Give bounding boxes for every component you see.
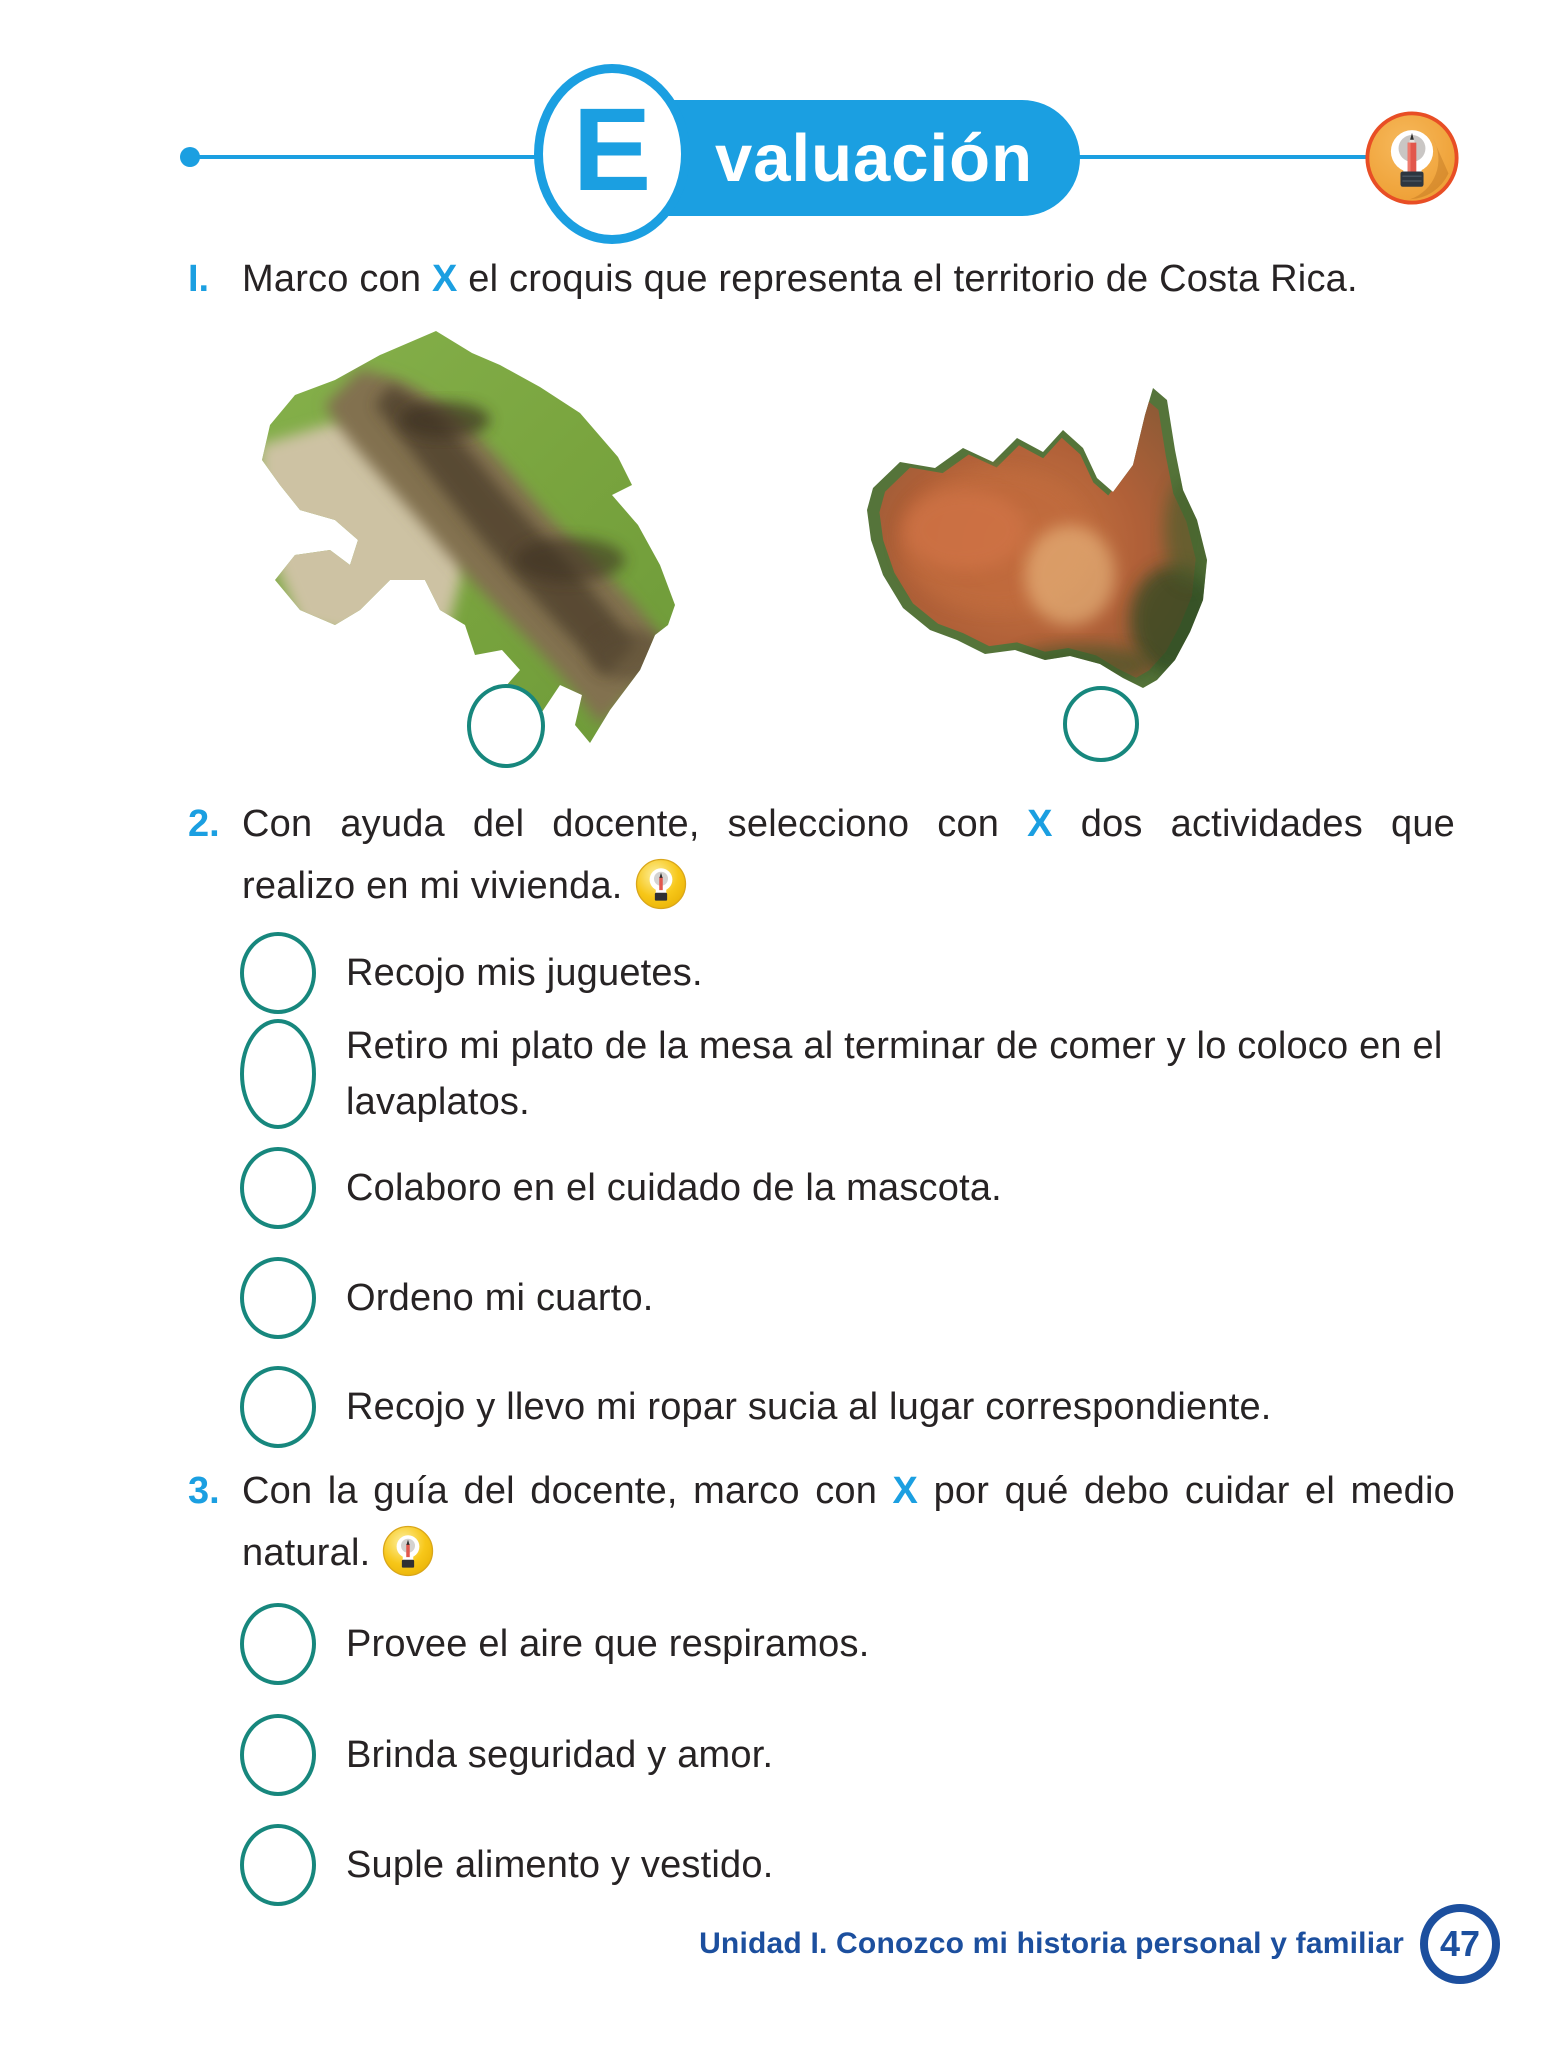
option-label: Suple alimento y vestido. [346, 1844, 774, 1886]
option-label: Recojo mis juguetes. [346, 952, 703, 994]
question-text: natural. [242, 1522, 1455, 1584]
page-number: 47 [1439, 1923, 1481, 1964]
question-number: 3. [188, 1470, 220, 1512]
x-mark: X [892, 1470, 919, 1512]
option-checkbox[interactable] [240, 1366, 316, 1448]
option-label: Retiro mi plato de la mesa al terminar de comer y lo coloco en el lavaplatos. [346, 1025, 1443, 1123]
option-label: Provee el aire que respiramos. [346, 1623, 870, 1665]
option-row [240, 932, 703, 1014]
option-row [240, 1603, 869, 1685]
question-2 [188, 793, 1455, 917]
option-checkbox[interactable] [240, 1147, 316, 1229]
option-checkbox[interactable] [240, 932, 316, 1014]
option-row [240, 1257, 654, 1339]
option-label: Ordeno mi cuarto. [346, 1277, 654, 1319]
x-mark: X [1027, 803, 1053, 845]
option-label: Brinda seguridad y amor. [346, 1734, 774, 1776]
question-text: Con la guía del docente, marco con X por qué debo cuidar el medio [242, 1470, 1455, 1512]
x-mark: X [431, 258, 458, 300]
option-checkbox[interactable] [240, 1824, 316, 1906]
option-row [240, 1714, 773, 1796]
answer-circle-australia[interactable] [1063, 686, 1139, 762]
option-checkbox[interactable] [240, 1257, 316, 1339]
question-number: 2. [188, 803, 220, 845]
question-text: Marco con X el croquis que representa el territorio de Costa Rica. [242, 258, 1358, 300]
title-letter: E [572, 84, 652, 216]
option-row [240, 1824, 773, 1906]
option-label: Colaboro en el cuidado de la mascota. [346, 1167, 1002, 1209]
question-1 [188, 248, 1455, 310]
option-checkbox[interactable] [240, 1019, 316, 1129]
page-number-badge [1420, 1904, 1500, 1984]
footer [0, 1904, 1500, 1984]
question-text: Con ayuda del docente, selecciono con X dos actividades que [242, 803, 1455, 845]
option-row [240, 1366, 1272, 1448]
lightbulb-pencil-icon [1364, 110, 1460, 206]
option-label: Recojo y llevo mi ropar sucia al lugar correspondiente. [346, 1386, 1272, 1428]
option-checkbox[interactable] [240, 1603, 316, 1685]
lightbulb-icon [380, 1523, 436, 1579]
answer-circle-costa-rica[interactable] [467, 684, 545, 768]
option-row [240, 1147, 1002, 1229]
question-3 [188, 1460, 1455, 1584]
australia-map-image [845, 370, 1250, 688]
option-row [240, 1018, 1476, 1130]
question-text: realizo en mi vivienda. [242, 855, 1455, 917]
unit-label: Unidad I. Conozco mi historia personal y familiar [699, 1927, 1404, 1960]
lightbulb-icon [633, 856, 689, 912]
page-title: valuación [714, 120, 1034, 196]
title-letter-badge [534, 64, 690, 244]
question-number: I. [188, 258, 210, 300]
option-checkbox[interactable] [240, 1714, 316, 1796]
